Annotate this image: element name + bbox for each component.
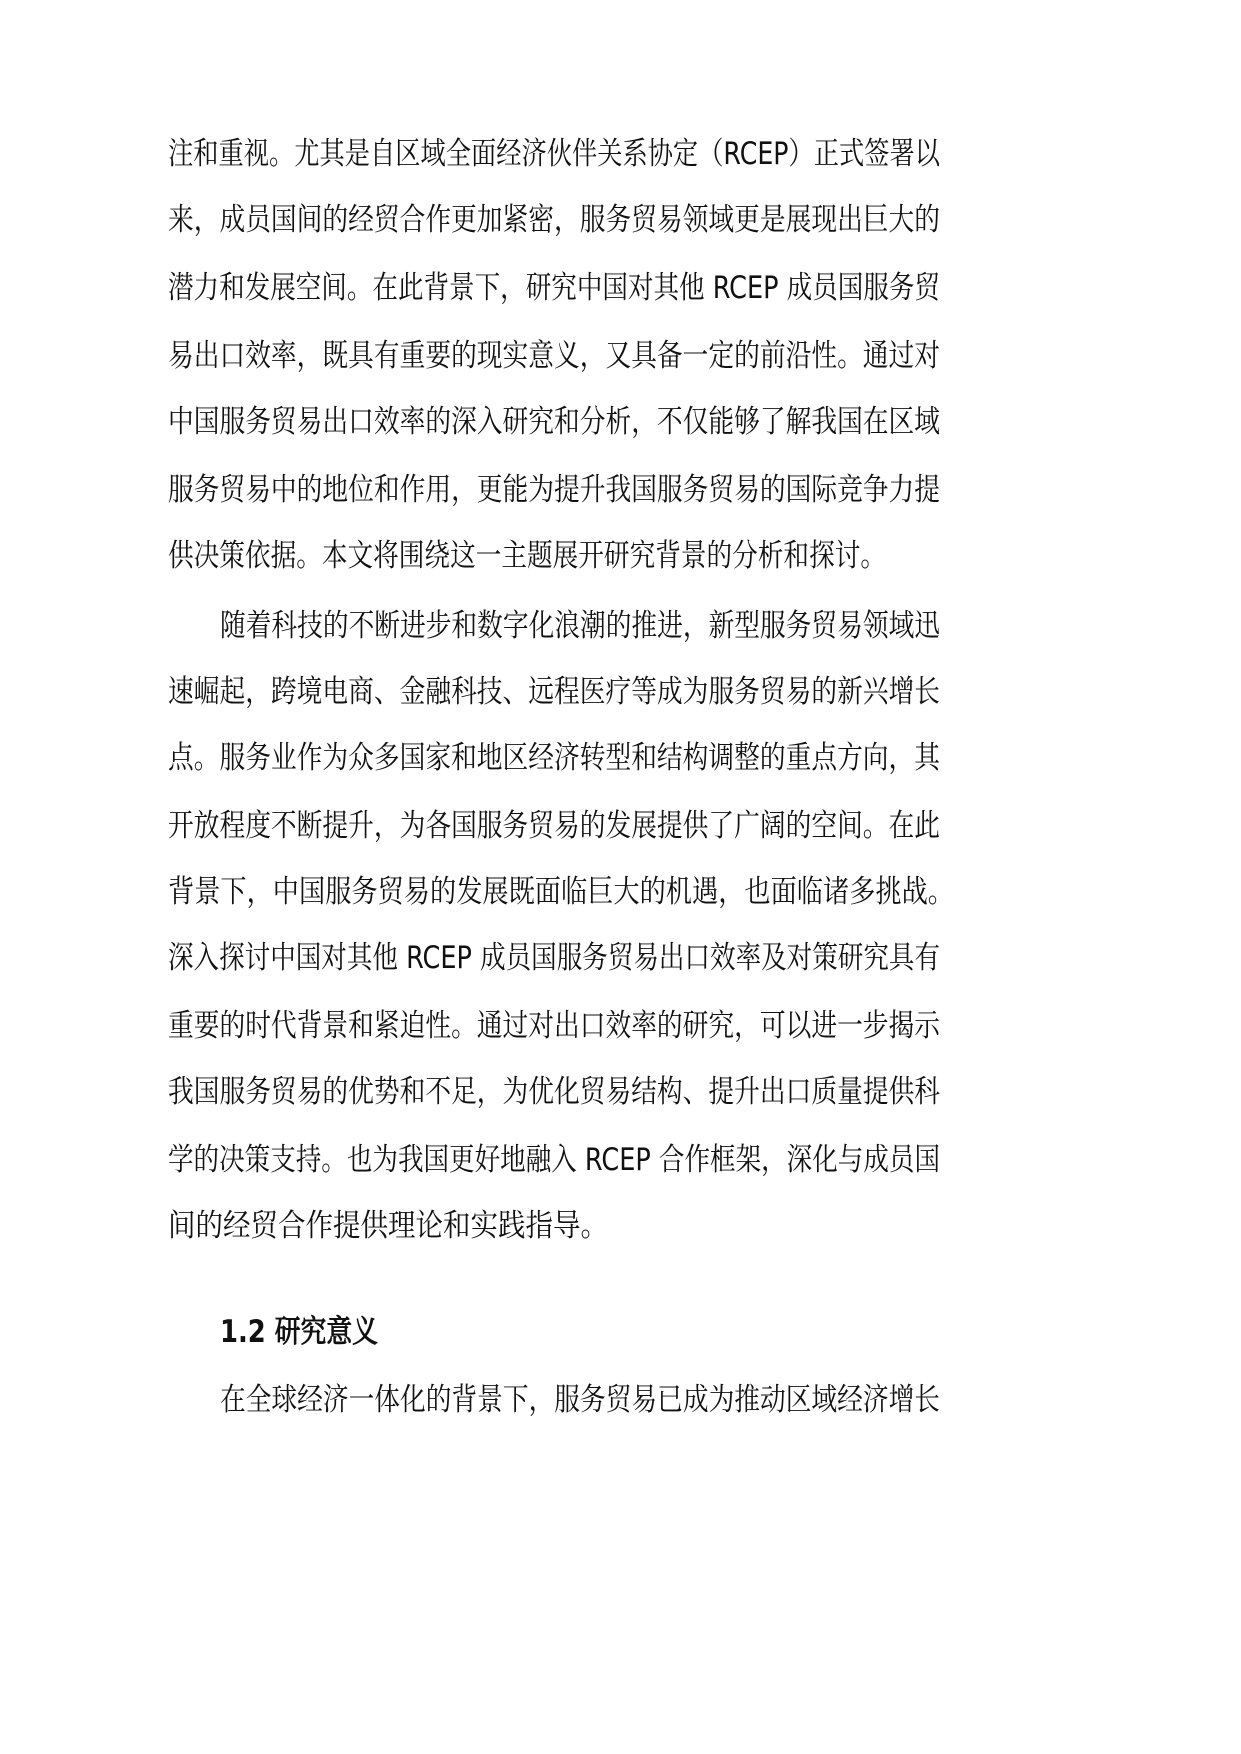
line-text: 点。服务业作为众多国家和地区经济转型和结构调整的重点方向，其 xyxy=(168,740,940,776)
line-text: 速崛起，跨境电商、金融科技、远程医疗等成为服务贸易的新兴增长 xyxy=(168,674,940,710)
line-text: 中国服务贸易出口效率的深入研究和分析，不仅能够了解我国在区域 xyxy=(168,404,940,440)
paragraph-2-line xyxy=(0,790,1241,862)
paragraph-2-line xyxy=(0,922,1241,994)
line-text: 学的决策支持。也为我国更好地融入 RCEP 合作框架，深化与成员国 xyxy=(168,1142,940,1178)
line-text: 在全球经济一体化的背景下，服务贸易已成为推动区域经济增长 xyxy=(220,1382,940,1418)
line-text: 重要的时代背景和紧迫性。通过对出口效率的研究，可以进一步揭示 xyxy=(168,1008,940,1044)
paragraph-2-line xyxy=(0,656,1241,728)
line-text: 深入探讨中国对其他 RCEP 成员国服务贸易出口效率及对策研究具有 xyxy=(168,940,940,976)
paragraph-1-line xyxy=(0,118,1241,190)
paragraph-2-line xyxy=(0,856,1241,928)
paragraph-1-line xyxy=(0,454,1241,526)
line-text: 背景下，中国服务贸易的发展既面临巨大的机遇，也面临诸多挑战。 xyxy=(168,874,954,910)
line-text: 间的经贸合作提供理论和实践指导。 xyxy=(168,1208,608,1244)
line-text: 服务贸易中的地位和作用，更能为提升我国服务贸易的国际竞争力提 xyxy=(168,472,940,508)
section-heading-text: 1.2 研究意义 xyxy=(220,1314,378,1350)
paragraph-2-line xyxy=(0,722,1241,794)
paragraph-2-line xyxy=(0,1124,1241,1196)
line-text: 供决策依据。本文将围绕这一主题展开研究背景的分析和探讨。 xyxy=(168,538,886,574)
paragraph-1-line xyxy=(0,520,1241,592)
line-text: 开放程度不断提升，为各国服务贸易的发展提供了广阔的空间。在此 xyxy=(168,808,940,844)
paragraph-1-line xyxy=(0,184,1241,256)
paragraph-1-line xyxy=(0,252,1241,324)
paragraph-2-line xyxy=(0,1190,1241,1262)
line-text: 随着科技的不断进步和数字化浪潮的推进，新型服务贸易领域迅 xyxy=(220,608,940,644)
paragraph-3-line xyxy=(0,1364,1241,1436)
section-heading xyxy=(0,1296,1241,1368)
paragraph-2-line xyxy=(0,990,1241,1062)
line-text: 来，成员国间的经贸合作更加紧密，服务贸易领域更是展现出巨大的 xyxy=(168,202,940,238)
line-text: 易出口效率，既具有重要的现实意义，又具备一定的前沿性。通过对 xyxy=(168,338,940,374)
line-text: 潜力和发展空间。在此背景下，研究中国对其他 RCEP 成员国服务贸 xyxy=(168,270,940,306)
paragraph-1-line xyxy=(0,320,1241,392)
paragraph-2-line xyxy=(0,590,1241,662)
paragraph-2-line xyxy=(0,1056,1241,1128)
paragraph-1-line xyxy=(0,386,1241,458)
line-text: 注和重视。尤其是自区域全面经济伙伴关系协定（RCEP）正式签署以 xyxy=(168,136,940,172)
line-text: 我国服务贸易的优势和不足，为优化贸易结构、提升出口质量提供科 xyxy=(168,1074,940,1110)
